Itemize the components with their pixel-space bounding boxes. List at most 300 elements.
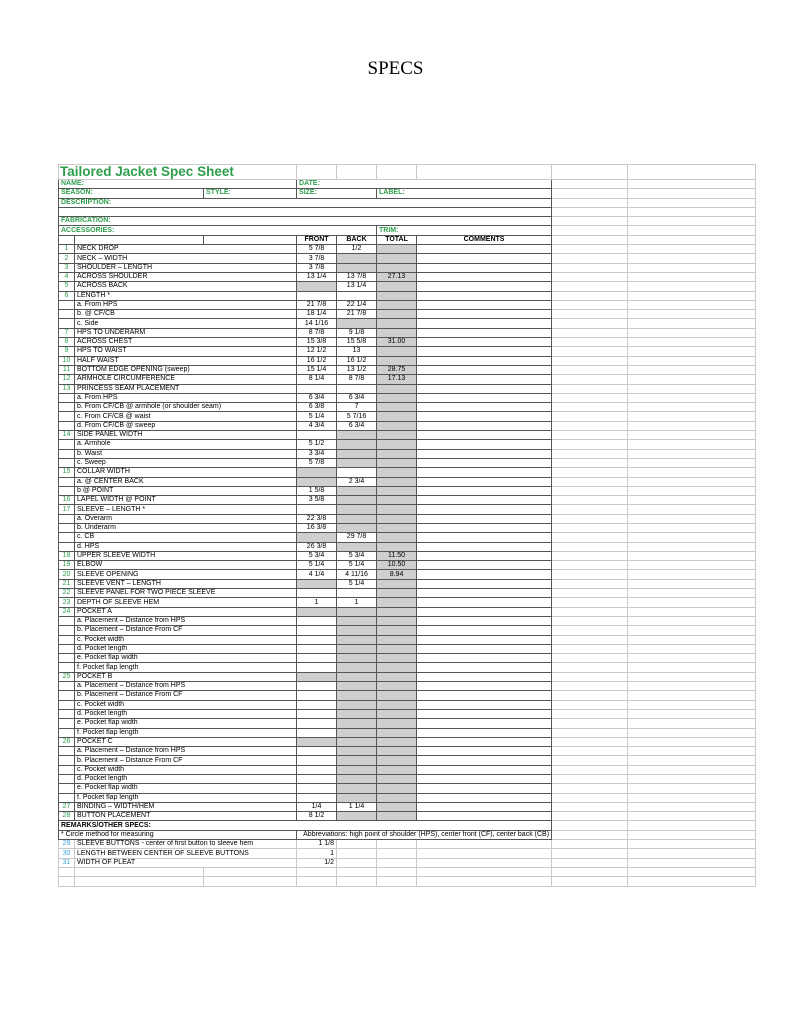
- back-value: [337, 719, 377, 728]
- row-label: WIDTH OF PLEAT: [75, 858, 297, 867]
- total-value: [377, 533, 417, 542]
- front-value: [297, 579, 337, 588]
- comments-cell: [417, 449, 552, 458]
- front-value: [297, 589, 337, 598]
- table-row: [59, 765, 756, 774]
- total-value: [377, 319, 417, 328]
- table-row: [59, 319, 756, 328]
- total-value: [377, 700, 417, 709]
- total-value: [377, 765, 417, 774]
- row-number: 16: [59, 496, 75, 505]
- back-value: [337, 812, 377, 821]
- row-number: [59, 765, 75, 774]
- row-label: BINDING – WIDTH/HEM: [75, 802, 297, 811]
- front-value: [297, 747, 337, 756]
- front-value: 8 1/4: [297, 375, 337, 384]
- table-row: [59, 291, 756, 300]
- total-value: [377, 263, 417, 272]
- table-row: [59, 477, 756, 486]
- table-row: [59, 403, 756, 412]
- row-number: [59, 458, 75, 467]
- row-number: 20: [59, 570, 75, 579]
- total-value: [377, 300, 417, 309]
- front-value: [297, 533, 337, 542]
- front-value: [297, 663, 337, 672]
- comments-cell: [417, 300, 552, 309]
- table-row: [59, 654, 756, 663]
- comments-cell: [417, 421, 552, 430]
- back-value: 8 7/8: [337, 375, 377, 384]
- table-row: [59, 802, 756, 811]
- back-value: [337, 263, 377, 272]
- comments-cell: [417, 812, 552, 821]
- front-value: [297, 682, 337, 691]
- table-row: [59, 747, 756, 756]
- row-number: [59, 421, 75, 430]
- table-row: [59, 561, 756, 570]
- front-value: [297, 505, 337, 514]
- back-value: [337, 486, 377, 495]
- front-value: 3 7/8: [297, 254, 337, 263]
- front-value: [297, 477, 337, 486]
- total-value: [377, 486, 417, 495]
- total-value: [377, 245, 417, 254]
- back-value: [337, 626, 377, 635]
- total-value: [377, 635, 417, 644]
- front-value: 3 5/8: [297, 496, 337, 505]
- comments-cell: [417, 589, 552, 598]
- row-label: SLEEVE PANEL FOR TWO PIECE SLEEVE: [75, 589, 297, 598]
- back-value: [337, 458, 377, 467]
- row-label: d. Pocket length: [75, 644, 297, 653]
- table-row: [59, 300, 756, 309]
- row-label: POCKET B: [75, 672, 297, 681]
- row-number: 27: [59, 802, 75, 811]
- row-label: b. Placement – Distance From CF: [75, 626, 297, 635]
- comments-cell: [417, 561, 552, 570]
- comments-cell: [417, 365, 552, 374]
- front-value: 16 3/8: [297, 523, 337, 532]
- table-row: [59, 393, 756, 402]
- back-value: [337, 635, 377, 644]
- table-row: [59, 254, 756, 263]
- description-label: DESCRIPTION:: [59, 198, 552, 207]
- row-number: 9: [59, 347, 75, 356]
- row-number: 5: [59, 282, 75, 291]
- comments-cell: [417, 765, 552, 774]
- row-label: e. Pocket flap width: [75, 654, 297, 663]
- total-value: [377, 626, 417, 635]
- back-value: [337, 654, 377, 663]
- style-label: STYLE:: [204, 189, 297, 198]
- row-label: b. Placement – Distance From CF: [75, 756, 297, 765]
- comments-cell: [417, 384, 552, 393]
- back-value: 13 7/8: [337, 272, 377, 281]
- row-number: 26: [59, 737, 75, 746]
- front-value: [297, 384, 337, 393]
- row-number: [59, 523, 75, 532]
- comments-cell: [417, 719, 552, 728]
- total-value: [377, 496, 417, 505]
- comments-cell: [417, 393, 552, 402]
- comments-cell: [417, 635, 552, 644]
- row-number: [59, 644, 75, 653]
- back-value: 9 1/8: [337, 328, 377, 337]
- comments-cell: [417, 319, 552, 328]
- front-value: [297, 468, 337, 477]
- total-value: [377, 589, 417, 598]
- front-value: [297, 784, 337, 793]
- row-number: [59, 756, 75, 765]
- front-value: 12 1/2: [297, 347, 337, 356]
- row-number: [59, 440, 75, 449]
- remarks-label: REMARKS/OTHER SPECS:: [59, 821, 552, 830]
- table-row: [59, 412, 756, 421]
- comments-cell: [417, 598, 552, 607]
- back-value: [337, 589, 377, 598]
- front-value: 3 3/4: [297, 449, 337, 458]
- total-value: 11.50: [377, 551, 417, 560]
- row-number: 12: [59, 375, 75, 384]
- row-label: f. Pocket flap length: [75, 728, 297, 737]
- total-value: [377, 347, 417, 356]
- back-value: 1/2: [337, 245, 377, 254]
- front-value: 6 3/4: [297, 393, 337, 402]
- row-label: a. From HPS: [75, 300, 297, 309]
- front-value: [297, 607, 337, 616]
- row-label: SLEEVE OPENING: [75, 570, 297, 579]
- table-row: [59, 365, 756, 374]
- table-row: [59, 775, 756, 784]
- comments-cell: [417, 338, 552, 347]
- total-value: [377, 728, 417, 737]
- row-label: b. Placement – Distance From CF: [75, 691, 297, 700]
- table-row: [59, 812, 756, 821]
- front-value: 15 3/8: [297, 338, 337, 347]
- front-value: 18 1/4: [297, 310, 337, 319]
- date-label: DATE:: [297, 180, 552, 189]
- row-label: a. Placement – Distance from HPS: [75, 616, 297, 625]
- total-value: [377, 421, 417, 430]
- front-value: [297, 709, 337, 718]
- row-label: DEPTH OF SLEEVE HEM: [75, 598, 297, 607]
- row-label: a. Placement – Distance from HPS: [75, 682, 297, 691]
- table-row: [59, 533, 756, 542]
- table-row: [59, 793, 756, 802]
- front-value: 5 7/8: [297, 245, 337, 254]
- table-row: [59, 607, 756, 616]
- back-value: [337, 384, 377, 393]
- row-number: 23: [59, 598, 75, 607]
- row-label: NECK – WIDTH: [75, 254, 297, 263]
- back-value: [337, 514, 377, 523]
- row-label: ELBOW: [75, 561, 297, 570]
- total-value: 10.50: [377, 561, 417, 570]
- row-label: c. Sweep: [75, 458, 297, 467]
- back-value: 5 1/4: [337, 579, 377, 588]
- comments-cell: [417, 533, 552, 542]
- row-number: [59, 719, 75, 728]
- total-value: [377, 598, 417, 607]
- row-label: d. Pocket length: [75, 775, 297, 784]
- trim-label: TRIM:: [377, 226, 552, 235]
- front-value: [297, 672, 337, 681]
- front-value: 22 3/8: [297, 514, 337, 523]
- back-value: [337, 523, 377, 532]
- back-value: [337, 756, 377, 765]
- total-value: [377, 654, 417, 663]
- table-row: [59, 514, 756, 523]
- total-value: [377, 775, 417, 784]
- row-number: [59, 709, 75, 718]
- comments-cell: [417, 458, 552, 467]
- total-value: [377, 812, 417, 821]
- comments-cell: [417, 793, 552, 802]
- comments-cell: [417, 328, 552, 337]
- comments-cell: [417, 784, 552, 793]
- back-value: 1 1/4: [337, 802, 377, 811]
- total-value: [377, 607, 417, 616]
- front-value: [297, 775, 337, 784]
- table-row: [59, 756, 756, 765]
- table-row: [59, 728, 756, 737]
- total-value: [377, 737, 417, 746]
- accessories-label: ACCESSORIES:: [59, 226, 377, 235]
- total-value: [377, 682, 417, 691]
- total-header: TOTAL: [377, 235, 417, 244]
- name-label: NAME:: [59, 180, 297, 189]
- front-value: [297, 431, 337, 440]
- row-number: 11: [59, 365, 75, 374]
- back-value: [337, 700, 377, 709]
- comments-cell: [417, 347, 552, 356]
- row-label: f. Pocket flap length: [75, 793, 297, 802]
- table-row: [59, 570, 756, 579]
- back-value: [337, 505, 377, 514]
- total-value: [377, 542, 417, 551]
- total-value: [377, 477, 417, 486]
- row-number: [59, 393, 75, 402]
- table-row: [59, 589, 756, 598]
- total-value: [377, 412, 417, 421]
- total-value: 17.13: [377, 375, 417, 384]
- front-value: 6 3/8: [297, 403, 337, 412]
- table-row: [59, 282, 756, 291]
- table-row: [59, 840, 756, 849]
- table-row: [59, 691, 756, 700]
- row-label: SHOULDER – LENGTH: [75, 263, 297, 272]
- total-value: [377, 505, 417, 514]
- front-value: 5 1/2: [297, 440, 337, 449]
- front-value: 15 1/4: [297, 365, 337, 374]
- row-number: [59, 728, 75, 737]
- fabrication-label: FABRICATION:: [59, 217, 552, 226]
- comments-cell: [417, 802, 552, 811]
- table-row: [59, 356, 756, 365]
- comments-cell: [417, 468, 552, 477]
- row-number: 15: [59, 468, 75, 477]
- total-value: [377, 468, 417, 477]
- row-number: 2: [59, 254, 75, 263]
- comments-cell: [417, 440, 552, 449]
- total-value: [377, 356, 417, 365]
- row-label: SLEEVE – LENGTH *: [75, 505, 297, 514]
- comments-cell: [417, 691, 552, 700]
- front-value: [297, 644, 337, 653]
- front-value: [297, 756, 337, 765]
- comments-header: COMMENTS: [417, 235, 552, 244]
- table-row: [59, 375, 756, 384]
- row-number: 10: [59, 356, 75, 365]
- comments-cell: [417, 654, 552, 663]
- table-row: [59, 338, 756, 347]
- back-value: 6 3/4: [337, 421, 377, 430]
- front-value: [297, 765, 337, 774]
- comments-cell: [417, 672, 552, 681]
- abbreviations: Abbreviations: high point of shoulder (HPS), center front (CF), center back (CB): [297, 830, 552, 839]
- comments-cell: [417, 291, 552, 300]
- row-label: ACROSS CHEST: [75, 338, 297, 347]
- row-number: 6: [59, 291, 75, 300]
- table-row: [59, 440, 756, 449]
- total-value: [377, 579, 417, 588]
- row-number: [59, 319, 75, 328]
- back-value: [337, 682, 377, 691]
- table-row: [59, 263, 756, 272]
- front-value: [297, 635, 337, 644]
- back-value: 6 3/4: [337, 393, 377, 402]
- total-value: [377, 328, 417, 337]
- front-value: 4 1/4: [297, 570, 337, 579]
- row-number: 19: [59, 561, 75, 570]
- row-label: SLEEVE BUTTONS - center of first button to sleeve hem: [75, 840, 297, 849]
- total-value: [377, 709, 417, 718]
- row-number: 22: [59, 589, 75, 598]
- front-value: [297, 691, 337, 700]
- row-label: a. Placement – Distance from HPS: [75, 747, 297, 756]
- front-value: 5 1/4: [297, 561, 337, 570]
- table-row: [59, 384, 756, 393]
- row-value: 1/2: [297, 858, 337, 867]
- back-value: [337, 765, 377, 774]
- total-value: [377, 616, 417, 625]
- row-label: c. CB: [75, 533, 297, 542]
- comments-cell: [417, 551, 552, 560]
- front-value: [297, 626, 337, 635]
- total-value: [377, 282, 417, 291]
- back-value: [337, 254, 377, 263]
- row-label: POCKET C: [75, 737, 297, 746]
- back-value: [337, 728, 377, 737]
- front-value: 1 5/8: [297, 486, 337, 495]
- comments-cell: [417, 310, 552, 319]
- table-row: [59, 672, 756, 681]
- front-value: 16 1/2: [297, 356, 337, 365]
- row-number: [59, 486, 75, 495]
- total-value: [377, 663, 417, 672]
- row-label: BUTTON PLACEMENT: [75, 812, 297, 821]
- table-row: [59, 709, 756, 718]
- table-row: [59, 328, 756, 337]
- row-number: [59, 300, 75, 309]
- back-value: 21 7/8: [337, 310, 377, 319]
- comments-cell: [417, 254, 552, 263]
- comments-cell: [417, 263, 552, 272]
- front-value: 3 7/8: [297, 263, 337, 272]
- footnote: * Circle method for measuring: [59, 830, 297, 839]
- total-value: [377, 756, 417, 765]
- front-value: 5 7/8: [297, 458, 337, 467]
- table-row: [59, 245, 756, 254]
- front-value: [297, 737, 337, 746]
- table-row: [59, 505, 756, 514]
- table-row: [59, 579, 756, 588]
- back-value: 2 3/4: [337, 477, 377, 486]
- front-value: 1: [297, 598, 337, 607]
- row-value: 1: [297, 849, 337, 858]
- total-value: [377, 691, 417, 700]
- table-row: [59, 858, 756, 867]
- row-label: b. From CF/CB @ armhole (or shoulder seam): [75, 403, 297, 412]
- total-value: [377, 784, 417, 793]
- back-value: [337, 616, 377, 625]
- row-number: [59, 775, 75, 784]
- comments-cell: [417, 523, 552, 532]
- table-row: [59, 431, 756, 440]
- back-value: [337, 431, 377, 440]
- row-label: BOTTOM EDGE OPENING (sweep): [75, 365, 297, 374]
- comments-cell: [417, 570, 552, 579]
- front-value: [297, 728, 337, 737]
- total-value: [377, 747, 417, 756]
- back-value: 13 1/2: [337, 365, 377, 374]
- back-value: 16 1/2: [337, 356, 377, 365]
- row-label: c. Pocket width: [75, 635, 297, 644]
- table-row: [59, 458, 756, 467]
- table-row: [59, 347, 756, 356]
- row-label: ARMHOLE CIRCUMFERENCE: [75, 375, 297, 384]
- comments-cell: [417, 775, 552, 784]
- comments-cell: [417, 496, 552, 505]
- table-row: [59, 719, 756, 728]
- row-label: NECK DROP: [75, 245, 297, 254]
- comments-cell: [417, 626, 552, 635]
- table-row: [59, 849, 756, 858]
- row-label: c. From CF/CB @ waist: [75, 412, 297, 421]
- row-number: 17: [59, 505, 75, 514]
- row-number: [59, 412, 75, 421]
- row-label: a. Overarm: [75, 514, 297, 523]
- row-number: [59, 403, 75, 412]
- row-number: [59, 663, 75, 672]
- row-label: b. Underarm: [75, 523, 297, 532]
- back-value: [337, 672, 377, 681]
- comments-cell: [417, 403, 552, 412]
- back-value: [337, 663, 377, 672]
- row-label: a. Armhole: [75, 440, 297, 449]
- row-label: HPS TO UNDERARM: [75, 328, 297, 337]
- row-label: ACROSS BACK: [75, 282, 297, 291]
- total-value: 27.13: [377, 272, 417, 281]
- row-label: ACROSS SHOULDER: [75, 272, 297, 281]
- table-row: [59, 644, 756, 653]
- row-number: 29: [59, 840, 75, 849]
- comments-cell: [417, 747, 552, 756]
- table-row: [59, 468, 756, 477]
- comments-cell: [417, 644, 552, 653]
- row-number: [59, 747, 75, 756]
- table-row: [59, 784, 756, 793]
